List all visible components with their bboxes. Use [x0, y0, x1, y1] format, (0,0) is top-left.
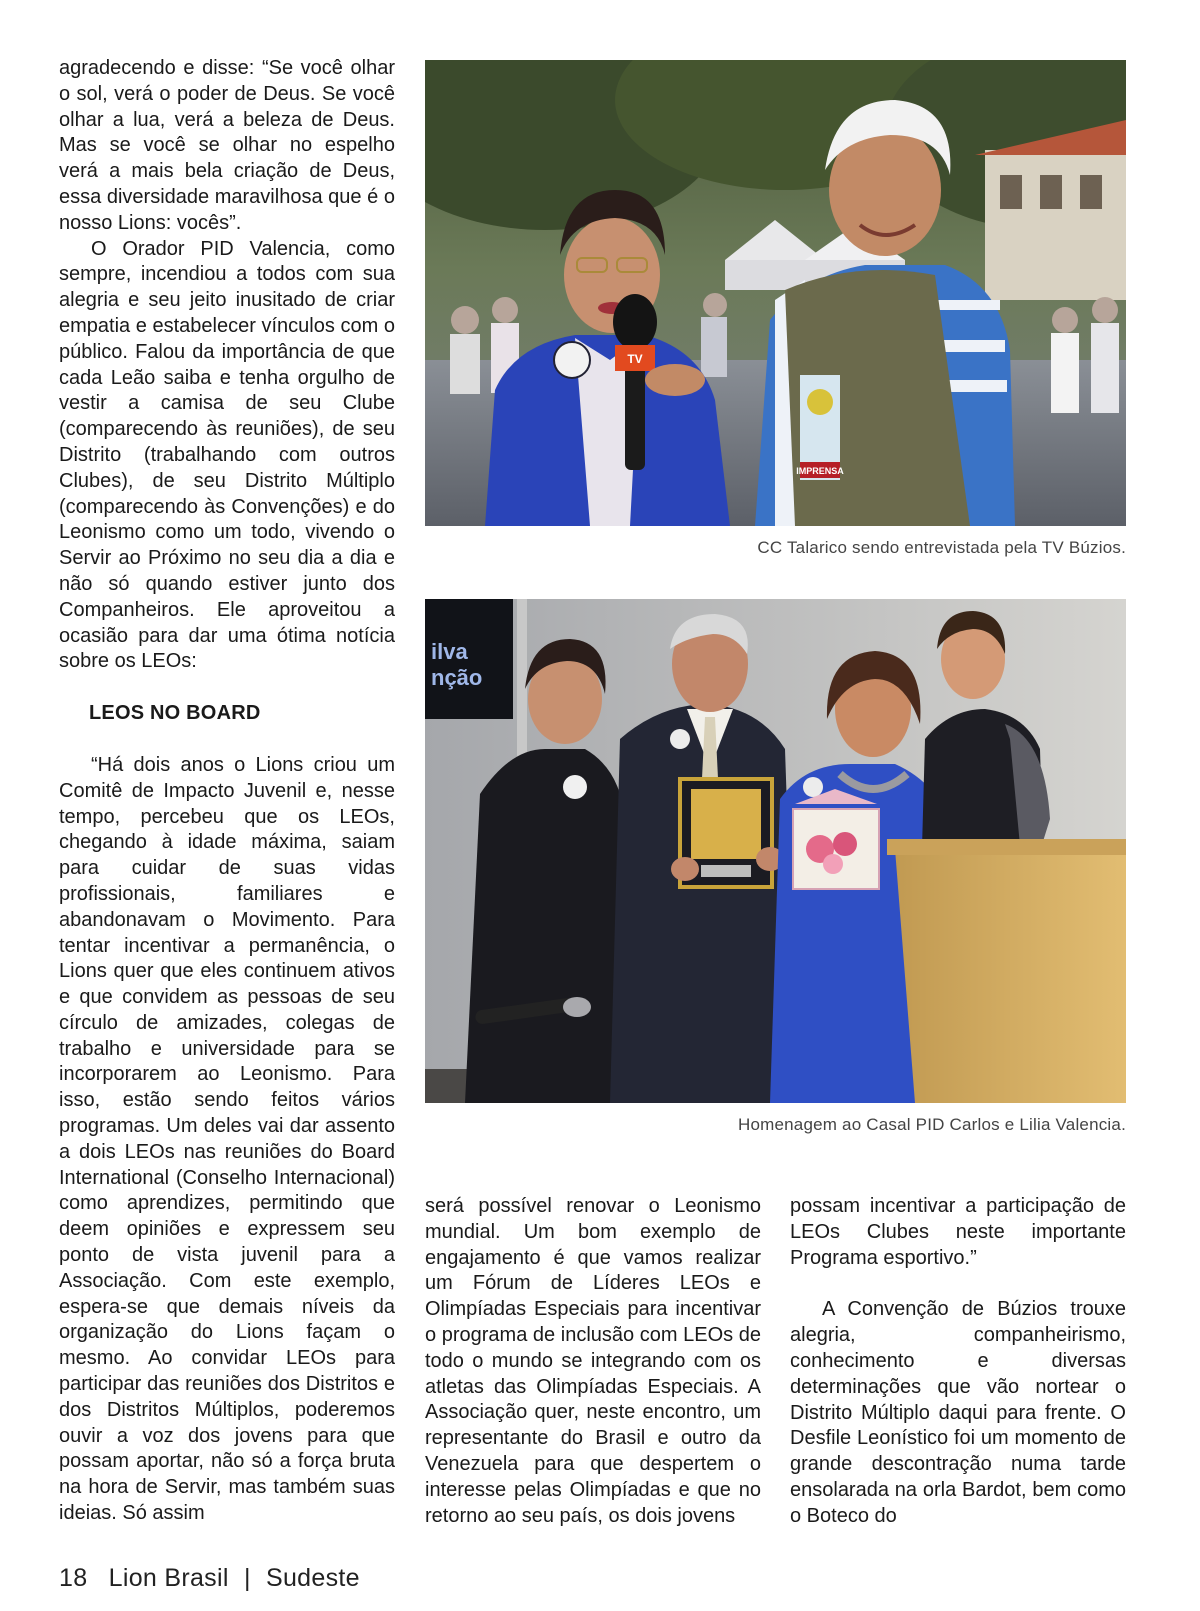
page-number: 18: [59, 1564, 88, 1592]
footer-separator: |: [243, 1564, 251, 1592]
photo-award: [425, 599, 1126, 1103]
mic-flag-text: TV: [627, 352, 643, 366]
left-column: [59, 56, 395, 1527]
photo-interview-illustration: [425, 60, 1126, 526]
middle-column: [425, 1194, 761, 1529]
press-badge-text: IMPRENSA: [796, 466, 844, 476]
middle-paragraph-1: será possível renovar o Leonismo mundial. Um bom exemplo de engajamento é que vamos realizar um Fórum de Líderes LEOs e Olimpíadas Especiais para incentivar o programa de inclusão com LEOs de todo o mundo se integrando com os atletas das Olimpíadas Especiais. A Associação quer, neste encontro, um representante do Brasil e outro da Venezuela para que despertem o interesse pelas Olimpíadas e que no retorno ao seu país, os dois jovens: [425, 1195, 761, 1527]
section-name: Sudeste: [266, 1564, 360, 1592]
page-footer: [59, 1564, 360, 1593]
banner-text-2: nção: [431, 665, 483, 690]
left-paragraph-1: agradecendo e disse: “Se você olhar o sol, verá o poder de Deus. Se você olhar a lua, verá a beleza de Deus. Mas se você se olhar no espelho verá a mais bela criação de Deus, essa diversidade maravilhosa que é o nosso Lions: vocês”.: [59, 57, 395, 234]
right-paragraph-1: possam incentivar a participação de LEOs Clubes neste importante Programa esportivo.”: [790, 1195, 1126, 1269]
banner-text-1: ilva: [431, 639, 468, 664]
subheading-leos-no-board: LEOS NO BOARD: [89, 702, 261, 725]
left-paragraph-3: “Há dois anos o Lions criou um Comitê de Impacto Juvenil e, nesse tempo, percebeu que os LEOs, chegando à idade máxima, saiam para cuidar de suas vidas profissionais, familiares e abandonavam o Movimento. Para tentar incentivar a permanência, o Lions quer que eles continuem ativos e que convidem as pessoas de seu círculo de amizades, colegas de trabalho e universidade para se incorporarem ao Leonismo. Para isso, estão sendo feitos vários programas. Um deles vai dar assento a dois LEOs nas reuniões do Board International (Conselho Internacional) como aprendizes, permitindo que deem opiniões e expressem seu ponto de vista juvenil para a Associação. Com este exemplo, espera-se que demais níveis da organização do Lions façam o mesmo. Ao convidar LEOs para participar das reuniões dos Distritos e dos Distritos Múltiplos, poderemos ouvir a voz dos jovens para que possam aportar, não só a força bruta na hora de Servir, mas também suas ideias. Só assim: [59, 753, 395, 1525]
photo-award-caption: Homenagem ao Casal PID Carlos e Lilia Valencia.: [738, 1115, 1126, 1134]
photo-interview: [425, 60, 1126, 526]
right-column: [790, 1194, 1126, 1530]
photo-award-illustration: [425, 599, 1126, 1103]
photo-interview-caption: CC Talarico sendo entrevistada pela TV Búzios.: [757, 538, 1126, 557]
right-paragraph-2: A Convenção de Búzios trouxe alegria, companheirismo, conhecimento e diversas determinações que vão nortear o Distrito Múltiplo daqui para frente. O Desfile Leonístico foi um momento de grande descontração numa tarde ensolarada na orla Bardot, bem como o Boteco do: [790, 1298, 1126, 1527]
left-paragraph-2: O Orador PID Valencia, como sempre, incendiou a todos com sua alegria e seu jeito inusitado de criar empatia e estabelecer vínculos com o público. Falou da importância de que cada Leão saiba e tenha orgulho de vestir a camisa de seu Clube (comparecendo às reuniões), de seu Distrito (trabalhando com outros Clubes), de seu Distrito Múltiplo (comparecendo às Convenções) e do Leonismo como um todo, vivendo o Servir ao Próximo no seu dia a dia e não só quando estiver junto dos Companheiros. Ele aproveitou a ocasião para dar uma ótima notícia sobre os LEOs:: [59, 237, 395, 673]
magazine-name: Lion Brasil: [108, 1564, 229, 1592]
